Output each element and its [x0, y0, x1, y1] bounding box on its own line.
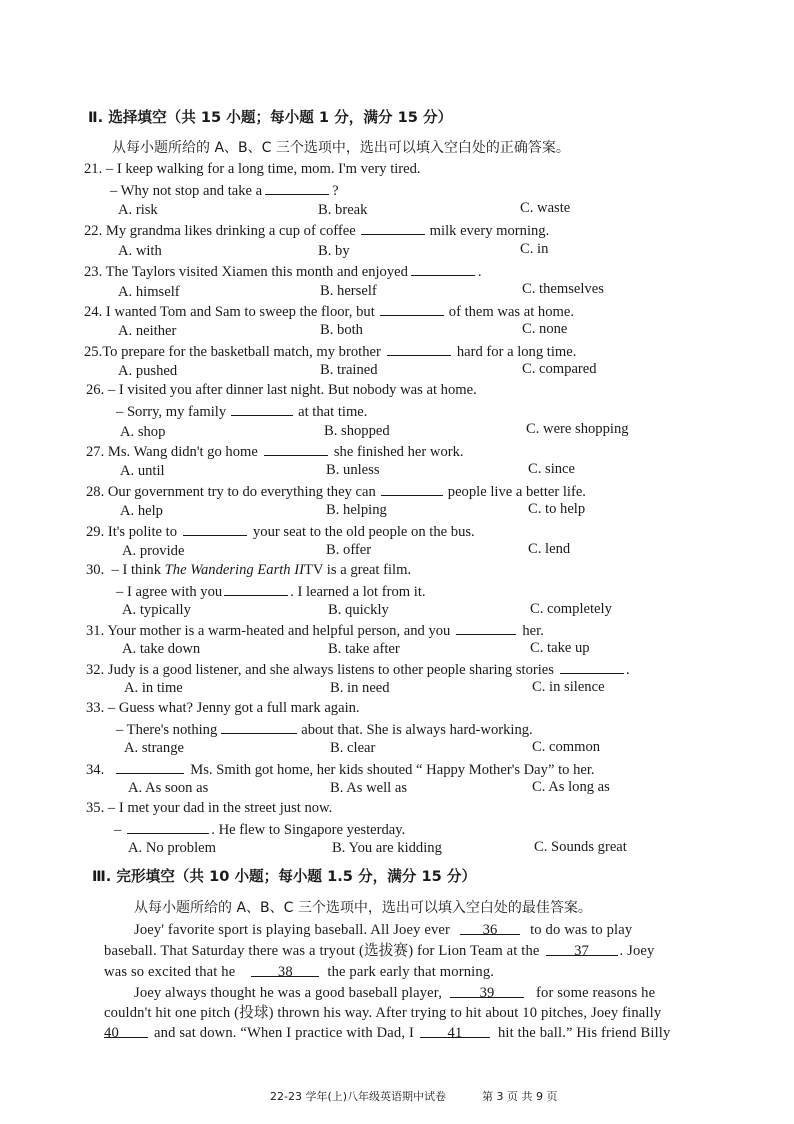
q35-option-b: B. You are kidding [332, 840, 442, 856]
blank-41: 41 [420, 1023, 490, 1038]
q35-line2: – . He flew to Singapore yesterday. [114, 819, 405, 840]
q26-option-b: B. shopped [324, 423, 390, 439]
answer-blank [264, 441, 328, 456]
answer-blank [456, 620, 516, 635]
q21-option-c: C. waste [520, 200, 571, 216]
q28-option-a: A. help [120, 503, 163, 519]
answer-blank [224, 581, 288, 596]
q30-line2: – I agree with you . I learned a lot from it. [116, 581, 426, 602]
answer-blank [127, 819, 209, 834]
q33-option-b: B. clear [330, 740, 376, 756]
q25-stem: 25.To prepare for the basketball match, my brother hard for a long time. [84, 341, 576, 362]
q32-stem: 32. Judy is a good listener, and she always listens to other people sharing stories . [86, 659, 630, 680]
answer-blank [560, 659, 624, 674]
section-2-title: Ⅱ. 选择填空（共 15 小题；每小题 1 分，满分 15 分） [88, 109, 453, 126]
passage-line-4: Joey always thought he was a good baseball player, 39 for some reasons he [134, 985, 656, 1001]
blank-40: 40 [104, 1023, 148, 1038]
footer-exam-title: 22-23 学年(上)八年级英语期中试卷 [270, 1090, 447, 1103]
q35-line1: 35. – I met your dad in the street just now. [86, 800, 333, 816]
q30-option-a: A. typically [122, 602, 191, 618]
blank-39: 39 [450, 983, 524, 998]
q31-stem: 31. Your mother is a warm-heated and helpful person, and you her. [86, 620, 544, 641]
passage-line-1: Joey' favorite sport is playing baseball. All Joey ever 36 to do was to play [134, 922, 633, 938]
q22-option-c: C. in [520, 241, 549, 257]
q24-option-a: A. neither [118, 323, 177, 339]
answer-blank [381, 481, 443, 496]
q31-option-b: B. take after [328, 641, 400, 657]
passage-line-6: 40 and sat down. “When I practice with Dad, I 41 hit the ball.” His friend Billy [104, 1025, 671, 1041]
q34-option-c: C. As long as [532, 779, 610, 795]
q24-stem: 24. I wanted Tom and Sam to sweep the floor, but of them was at home. [84, 301, 574, 322]
q22-option-a: A. with [118, 243, 162, 259]
q23-option-b: B. herself [320, 283, 377, 299]
q27-stem: 27. Ms. Wang didn't go home she finished her work. [86, 441, 464, 462]
q34-option-b: B. As well as [330, 780, 408, 796]
q21-line2: – Why not stop and take a ? [110, 180, 339, 201]
q21-line1: 21. – I keep walking for a long time, mom. I'm very tired. [84, 161, 421, 177]
q21-option-b: B. break [318, 202, 368, 218]
q27-option-c: C. since [528, 461, 576, 477]
blank-37: 37 [546, 941, 618, 956]
passage-line-5: couldn't hit one pitch (投球) thrown his way. After trying to hit about 10 pitches, Joey finally [104, 1005, 662, 1021]
q24-option-b: B. both [320, 322, 363, 338]
blank-38: 38 [251, 962, 319, 977]
q23-stem: 23. The Taylors visited Xiamen this month and enjoyed . [84, 261, 482, 282]
q33-line1: 33. – Guess what? Jenny got a full mark again. [86, 700, 360, 716]
q31-option-c: C. take up [530, 640, 590, 656]
section-2-instruction: 从每小题所给的 A、B、C 三个选项中，选出可以填入空白处的正确答案。 [112, 140, 570, 156]
q31-option-a: A. take down [122, 641, 201, 657]
q34-option-a: A. As soon as [128, 780, 209, 796]
q33-line2: – There's nothing about that. She is always hard-working. [116, 719, 533, 740]
section-3-instruction: 从每小题所给的 A、B、C 三个选项中，选出可以填入空白处的最佳答案。 [134, 900, 592, 916]
q35-option-c: C. Sounds great [534, 839, 627, 855]
blank-36: 36 [460, 920, 520, 935]
q35-option-a: A. No problem [128, 840, 216, 856]
film-title: The Wandering Earth II [164, 562, 304, 578]
answer-blank [380, 301, 444, 316]
q26-option-c: C. were shopping [526, 421, 629, 437]
q22-option-b: B. by [318, 243, 350, 259]
answer-blank [387, 341, 451, 356]
q28-stem: 28. Our government try to do everything they can people live a better life. [86, 481, 586, 502]
q30-option-c: C. completely [530, 601, 612, 617]
answer-blank [231, 401, 293, 416]
q25-option-a: A. pushed [118, 363, 178, 379]
q28-option-b: B. helping [326, 502, 387, 518]
q34-stem: 34. Ms. Smith got home, her kids shouted “ Happy Mother's Day” to her. [86, 759, 595, 780]
footer-page-number: 第 3 页 共 9 页 [482, 1090, 558, 1103]
q25-option-c: C. compared [522, 361, 597, 377]
q26-line1: 26. – I visited you after dinner last night. But nobody was at home. [86, 382, 477, 398]
q29-stem: 29. It's polite to your seat to the old people on the bus. [86, 521, 475, 542]
answer-blank [411, 261, 475, 276]
q30-option-b: B. quickly [328, 602, 389, 618]
answer-blank [221, 719, 297, 734]
q33-option-a: A. strange [124, 740, 184, 756]
q23-option-a: A. himself [118, 284, 180, 300]
q30-line1: 30. – I think The Wandering Earth IITV is a great film. [86, 562, 412, 578]
q32-option-c: C. in silence [532, 679, 605, 695]
q24-option-c: C. none [522, 321, 568, 337]
q25-option-b: B. trained [320, 362, 378, 378]
section-3-title: Ⅲ. 完形填空（共 10 小题；每小题 1.5 分，满分 15 分） [92, 868, 477, 885]
q33-option-c: C. common [532, 739, 601, 755]
q29-option-a: A. provide [122, 543, 185, 559]
q26-option-a: A. shop [120, 424, 166, 440]
answer-blank [116, 759, 184, 774]
q29-option-b: B. offer [326, 542, 372, 558]
q27-option-b: B. unless [326, 462, 380, 478]
answer-blank [183, 521, 247, 536]
q21-option-a: A. risk [118, 202, 158, 218]
q32-option-a: A. in time [124, 680, 183, 696]
q29-option-c: C. lend [528, 541, 571, 557]
q28-option-c: C. to help [528, 501, 586, 517]
passage-line-3: was so excited that he 38 the park early that morning. [104, 964, 495, 980]
q26-line2: – Sorry, my family at that time. [116, 401, 367, 422]
q32-option-b: B. in need [330, 680, 390, 696]
q23-option-c: C. themselves [522, 281, 604, 297]
answer-blank [265, 180, 329, 195]
passage-line-2: baseball. That Saturday there was a tryout (选拔赛) for Lion Team at the 37 . Joey [104, 943, 655, 959]
q27-option-a: A. until [120, 463, 165, 479]
answer-blank [361, 220, 425, 235]
q22-stem: 22. My grandma likes drinking a cup of coffee milk every morning. [84, 220, 549, 241]
